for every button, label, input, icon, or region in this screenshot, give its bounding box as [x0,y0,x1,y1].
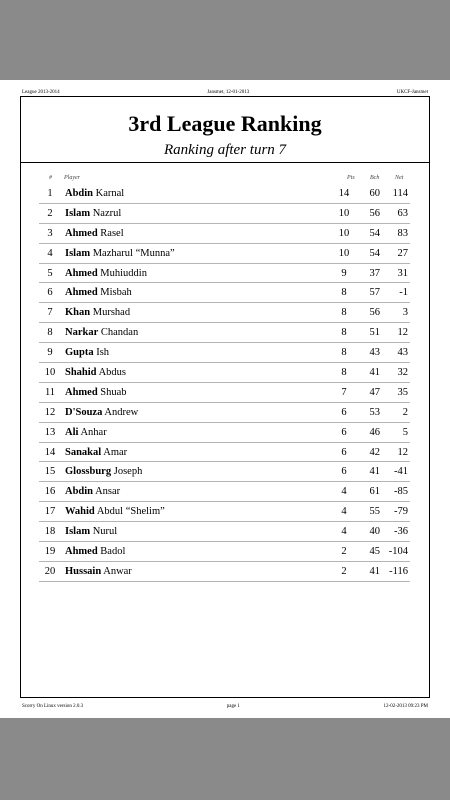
table-row [39,203,410,223]
header-right: UKCF-Jansmet [396,89,428,95]
table-row [39,402,410,422]
points-cell: 10 [332,203,356,223]
net-cell: 63 [380,203,410,223]
player-surname: Ahmed [65,267,98,279]
buchholz-cell: 61 [356,482,380,502]
points-cell: 8 [332,283,356,303]
player-name [61,542,332,562]
table-row [39,243,410,263]
player-name [61,203,332,223]
player-surname: Abdin [65,187,94,199]
net-cell: -36 [380,522,410,542]
page-title: 3rd League Ranking [128,111,322,136]
table-row [39,542,410,562]
page-footer [22,701,428,711]
buchholz-cell: 37 [356,263,380,283]
buchholz-cell: 56 [356,303,380,323]
rank-number: 20 [39,561,61,581]
ranking-table-body [39,184,410,581]
points-cell: 4 [332,482,356,502]
player-name [61,184,332,203]
points-cell: 6 [332,462,356,482]
buchholz-cell: 41 [356,561,380,581]
table-row [39,482,410,502]
footer-left: Scorry On Linux version 2.0.3 [22,703,84,709]
player-surname: D'Souza [65,406,103,418]
net-cell: 27 [380,243,410,263]
player-given-name: Mazharul “Munna” [92,247,175,259]
table-row [39,283,410,303]
player-surname: Islam [65,207,91,219]
table-row [39,462,410,482]
player-name [61,363,332,383]
rank-number: 16 [39,482,61,502]
column-header-player: Player [64,175,80,181]
column-header-bch: Bch [370,175,380,181]
points-cell: 2 [332,561,356,581]
player-surname: Shahid [65,366,97,378]
player-name [61,323,332,343]
player-surname: Abdin [65,486,94,498]
column-header-num: # [49,175,52,181]
table-row [39,382,410,402]
net-cell: 3 [380,303,410,323]
header-center: Jansmet, 12-01-2013 [207,89,250,95]
net-cell: -104 [380,542,410,562]
viewer-top-background [0,0,450,80]
player-surname: Islam [65,526,91,538]
points-cell: 6 [332,422,356,442]
table-row [39,561,410,581]
document-page[interactable] [0,80,450,718]
player-name [61,442,332,462]
buchholz-cell: 57 [356,283,380,303]
player-surname: Islam [65,247,91,259]
table-row [39,502,410,522]
net-cell: -85 [380,482,410,502]
column-header-net: Net [395,175,404,181]
buchholz-cell: 46 [356,422,380,442]
points-cell: 6 [332,442,356,462]
table-row [39,303,410,323]
footer-center: page 1 [226,703,240,709]
net-cell: 32 [380,363,410,383]
player-name [61,422,332,442]
player-given-name: Karnal [95,187,125,199]
page-subtitle: Ranking after turn 7 [163,142,287,158]
rank-number: 18 [39,522,61,542]
buchholz-cell: 51 [356,323,380,343]
player-given-name: Chandan [100,327,139,339]
player-name [61,502,332,522]
player-given-name: Muhiuddin [100,267,147,279]
points-cell: 4 [332,502,356,522]
player-name [61,303,332,323]
net-cell: -116 [380,561,410,581]
points-cell: 9 [332,263,356,283]
buchholz-cell: 45 [356,542,380,562]
player-name [61,343,332,363]
buchholz-cell: 41 [356,363,380,383]
player-given-name: Misbah [100,287,132,299]
title-box [21,97,429,163]
player-given-name: Anwar [103,565,132,577]
player-surname: Glossburg [65,466,112,478]
net-cell: 5 [380,422,410,442]
player-given-name: Amar [103,446,128,458]
player-surname: Narkar [65,327,99,339]
buchholz-cell: 42 [356,442,380,462]
points-cell: 6 [332,402,356,422]
table-row [39,184,410,203]
net-cell: -1 [380,283,410,303]
player-name [61,402,332,422]
player-surname: Sanakal [65,446,102,458]
rank-number: 8 [39,323,61,343]
rank-number: 1 [39,184,61,203]
rank-number: 4 [39,243,61,263]
ranking-table [39,184,410,582]
player-name [61,561,332,581]
player-name [61,382,332,402]
player-surname: Wahid [65,506,95,518]
rank-number: 7 [39,303,61,323]
player-surname: Hussain [65,565,102,577]
buchholz-cell: 55 [356,502,380,522]
net-cell: 114 [380,184,410,203]
table-row [39,343,410,363]
rank-number: 12 [39,402,61,422]
net-cell: 12 [380,442,410,462]
viewer-bottom-background [0,718,450,800]
player-surname: Ahmed [65,287,98,299]
player-given-name: Andrew [104,406,139,418]
rank-number: 5 [39,263,61,283]
player-given-name: Rasel [100,227,124,239]
player-surname: Ahmed [65,545,98,557]
player-surname: Gupta [65,347,94,359]
net-cell: 83 [380,223,410,243]
points-cell: 14 [332,184,356,203]
points-cell: 10 [332,223,356,243]
player-surname: Ahmed [65,227,98,239]
table-row [39,422,410,442]
net-cell: 12 [380,323,410,343]
player-given-name: Badol [100,545,126,557]
player-surname: Ali [65,426,79,438]
buchholz-cell: 56 [356,203,380,223]
player-given-name: Nurul [92,526,118,538]
player-name [61,462,332,482]
rank-number: 11 [39,382,61,402]
points-cell: 10 [332,243,356,263]
net-cell: 31 [380,263,410,283]
points-cell: 8 [332,343,356,363]
points-cell: 8 [332,323,356,343]
player-given-name: Anhar [80,426,107,438]
points-cell: 7 [332,382,356,402]
player-given-name: Ansar [95,486,121,498]
points-cell: 8 [332,303,356,323]
buchholz-cell: 41 [356,462,380,482]
rank-number: 19 [39,542,61,562]
buchholz-cell: 40 [356,522,380,542]
net-cell: -41 [380,462,410,482]
buchholz-cell: 43 [356,343,380,363]
rank-number: 6 [39,283,61,303]
buchholz-cell: 60 [356,184,380,203]
table-row [39,263,410,283]
player-given-name: Nazrul [92,207,122,219]
header-left: League 2013-2014 [22,89,60,95]
rank-number: 9 [39,343,61,363]
player-surname: Ahmed [65,386,98,398]
net-cell: 43 [380,343,410,363]
rank-number: 2 [39,203,61,223]
points-cell: 8 [332,363,356,383]
net-cell: -79 [380,502,410,522]
player-name [61,263,332,283]
player-name [61,223,332,243]
table-row [39,323,410,343]
buchholz-cell: 54 [356,223,380,243]
rank-number: 13 [39,422,61,442]
player-name [61,283,332,303]
table-row [39,522,410,542]
points-cell: 2 [332,542,356,562]
table-row [39,223,410,243]
net-cell: 2 [380,402,410,422]
points-cell: 4 [332,522,356,542]
rank-number: 17 [39,502,61,522]
rank-number: 3 [39,223,61,243]
table-row [39,442,410,462]
column-header-pts: Pts [347,175,355,181]
player-given-name: Murshad [92,307,131,319]
rank-number: 15 [39,462,61,482]
rank-number: 14 [39,442,61,462]
rank-number: 10 [39,363,61,383]
ranking-frame [20,96,430,698]
player-given-name: Abdul “Shelim” [96,506,165,518]
table-row [39,363,410,383]
buchholz-cell: 54 [356,243,380,263]
player-surname: Khan [65,307,91,319]
player-given-name: Joseph [113,466,143,478]
player-given-name: Shuab [100,386,127,398]
player-name [61,482,332,502]
player-name [61,522,332,542]
player-name [61,243,332,263]
player-given-name: Abdus [98,366,126,378]
player-given-name: Ish [96,347,110,359]
buchholz-cell: 53 [356,402,380,422]
footer-right: 12-02-2013 09:23 PM [383,703,428,709]
buchholz-cell: 47 [356,382,380,402]
net-cell: 35 [380,382,410,402]
